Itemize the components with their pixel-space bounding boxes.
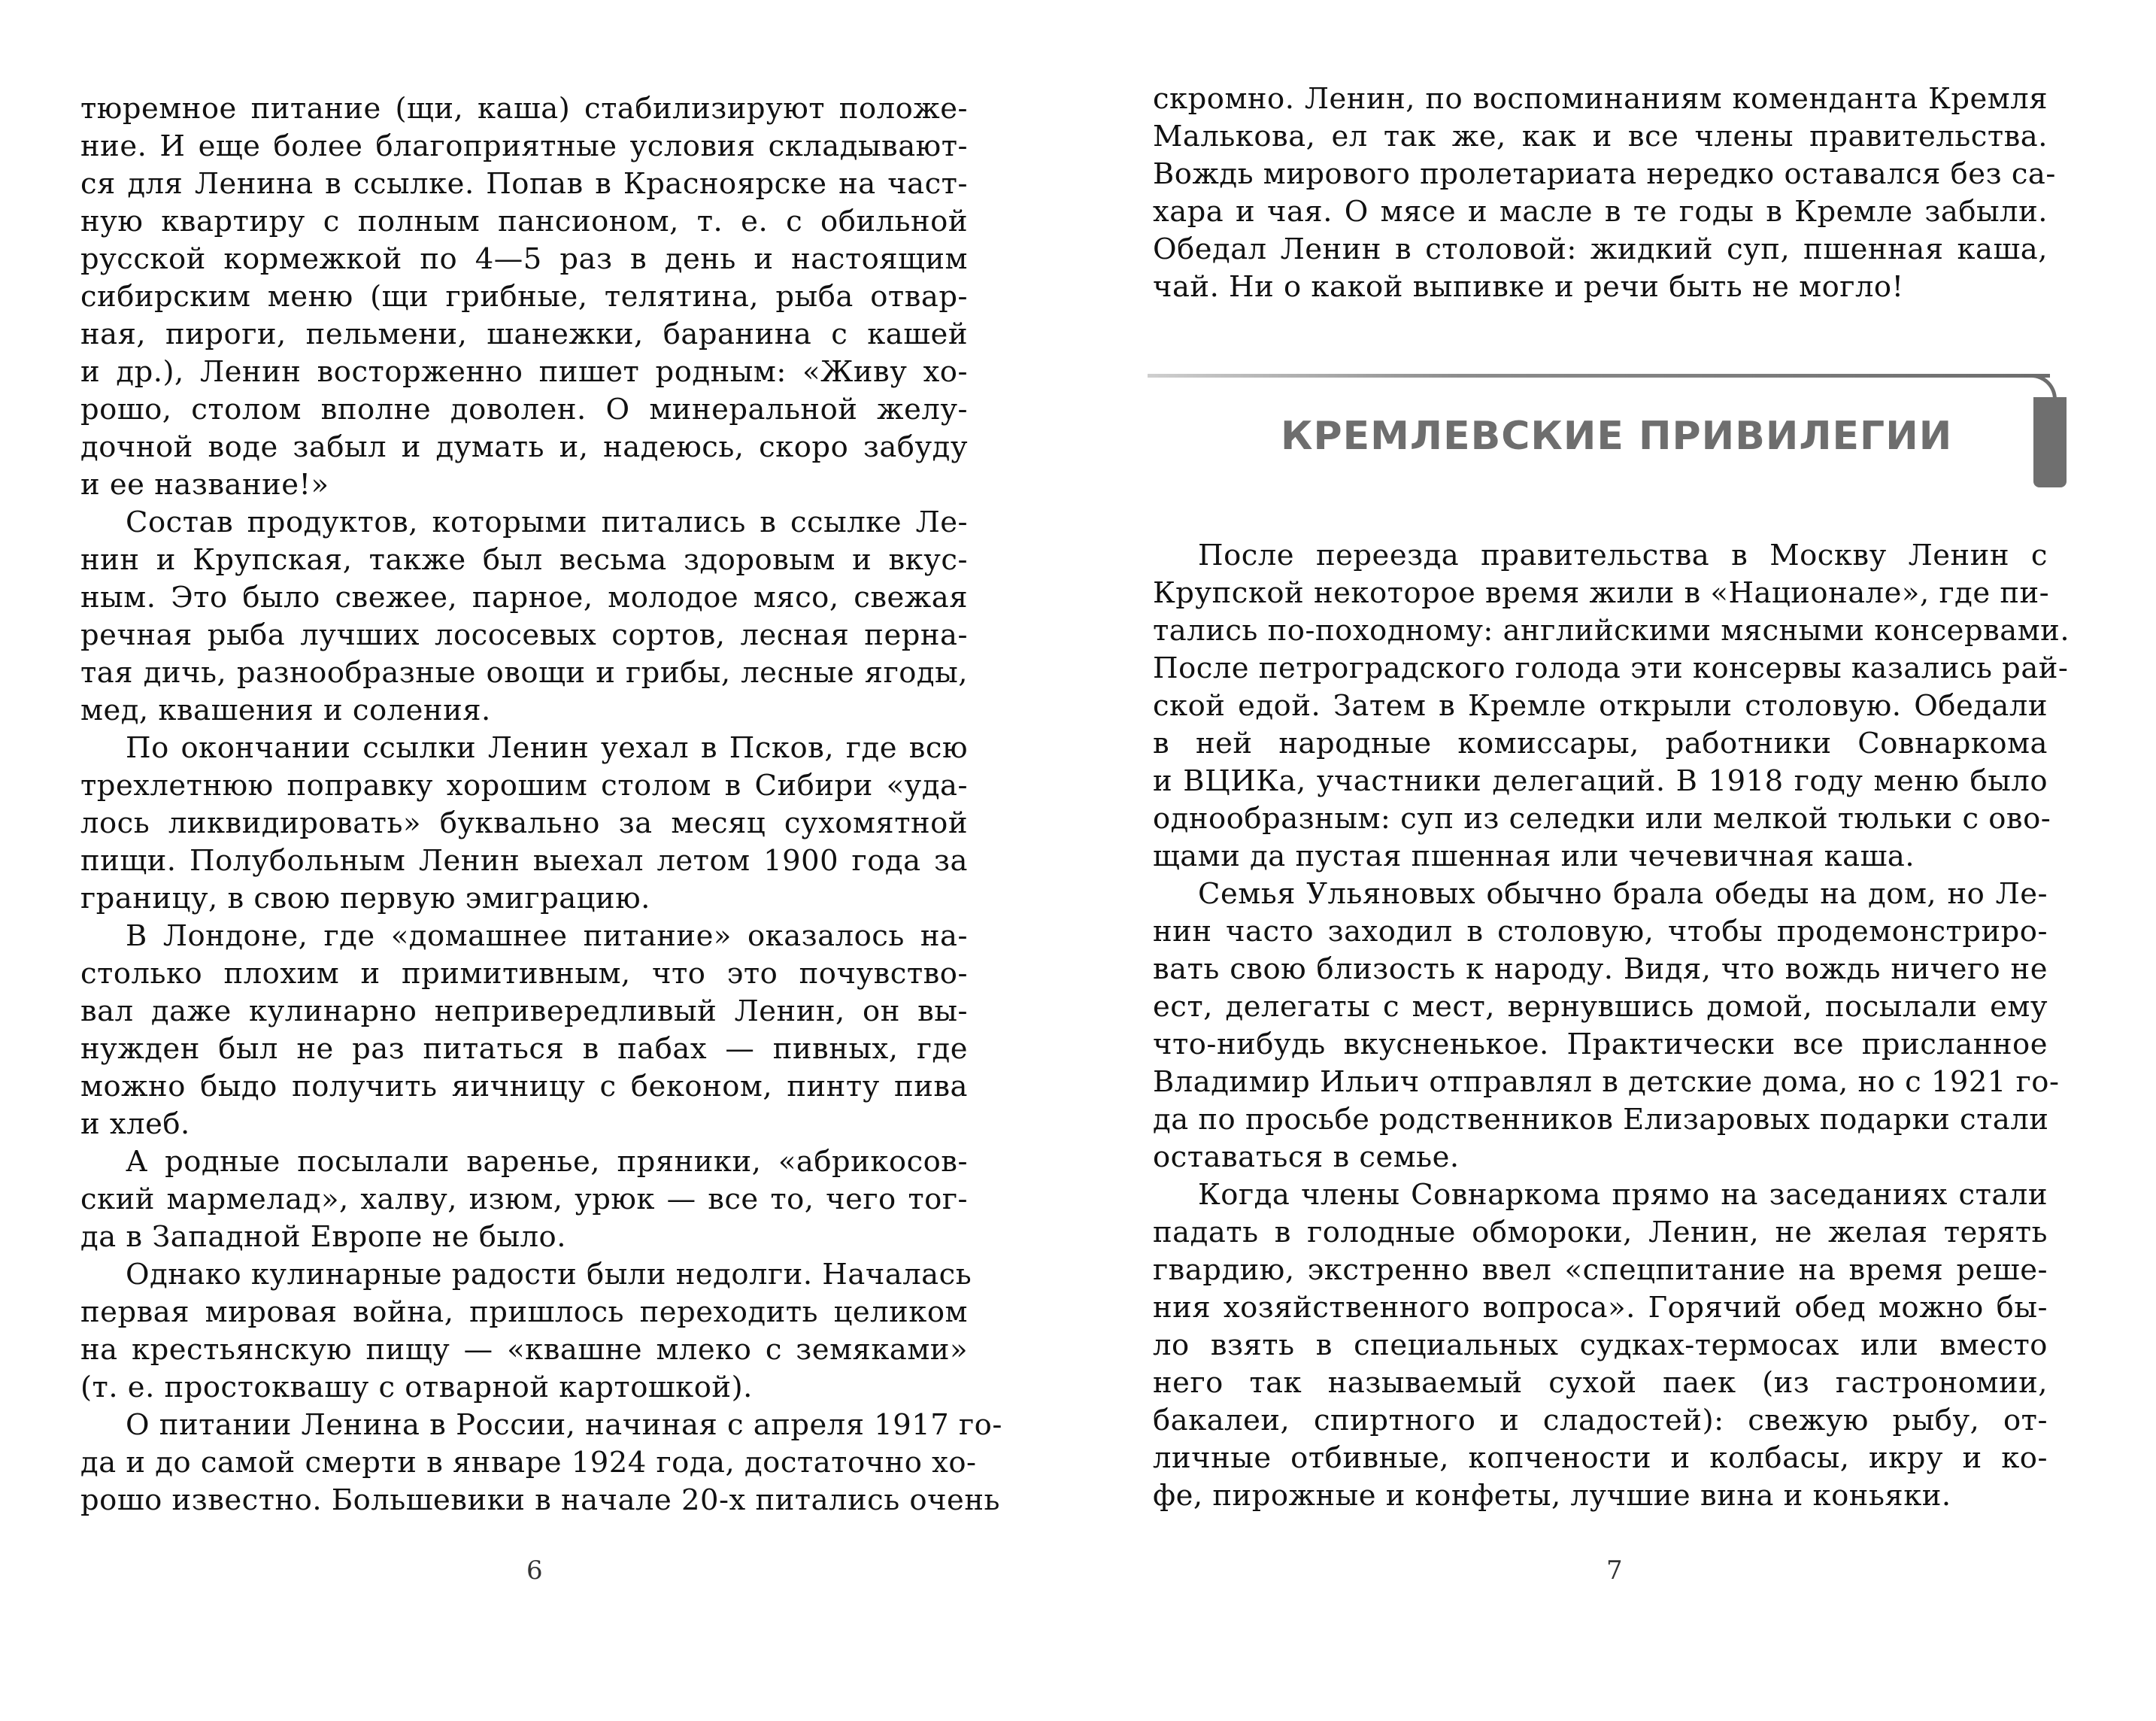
text-line: да и до самой смерти в январе 1924 года, достаточно хо-	[80, 1446, 977, 1480]
right-page-text-bottom	[1153, 537, 2070, 1515]
text-line: нужден был не раз питаться в пабах — пивных, где	[80, 1032, 968, 1066]
text-line: нин часто заходил в столовую, чтобы продемонстриро-	[1153, 915, 2048, 949]
section-divider-rule	[1148, 374, 2050, 378]
text-line: и ВЦИКа, участники делегаций. В 1918 году меню было	[1153, 764, 2048, 798]
text-line: А родные посылали варенье, пряники, «абрикосов-	[126, 1145, 968, 1179]
text-line: тюремное питание (щи, каша) стабилизируют положе-	[80, 92, 968, 126]
page-number: 7	[1606, 1556, 1623, 1586]
text-line: ский мармелад», халву, изюм, урюк — все то, чего тог-	[80, 1182, 968, 1216]
text-line: границу, в свою первую эмиграцию.	[80, 882, 650, 915]
text-line: мед, квашения и соления.	[80, 694, 491, 727]
text-line: ской едой. Затем в Кремле открыли столовую. Обедали	[1153, 689, 2048, 723]
text-line: рошо известно. Большевики в начале 20-х питались очень	[80, 1483, 1000, 1517]
text-line: ние. И еще более благоприятные условия складывают-	[80, 129, 968, 163]
right-page-text-top	[1153, 80, 2056, 306]
text-line: ная, пироги, пельмени, шанежки, баранина с кашей	[80, 317, 968, 351]
text-line: рошо, столом вполне доволен. О минеральной желу-	[80, 393, 968, 426]
text-line: него так называемый сухой паек (из гастрономии,	[1153, 1366, 2048, 1400]
section-title: КРЕМЛЕВСКИЕ ПРИВИЛЕГИИ	[1281, 414, 1953, 459]
text-line: нин и Крупская, также был весьма здоровым и вкус-	[80, 543, 968, 577]
text-line: первая мировая война, пришлось переходить целиком	[80, 1295, 968, 1329]
text-line: ную квартиру с полным пансионом, т. е. с обильной	[80, 205, 968, 238]
text-line: да в Западной Европе не было.	[80, 1220, 566, 1254]
text-line: и др.), Ленин восторженно пишет родным: «Живу хо-	[80, 355, 968, 389]
text-line: чай. Ни о какой выпивке и речи быть не могло!	[1153, 270, 1904, 304]
text-line: дочной воде забыл и думать и, надеюсь, скоро забуду	[80, 430, 968, 464]
text-line: сибирским меню (щи грибные, телятина, рыба отвар-	[80, 280, 968, 314]
text-line: лось ликвидировать» буквально за месяц сухомятной	[80, 806, 968, 840]
text-line: (т. е. простоквашу с отварной картошкой).	[80, 1370, 753, 1404]
text-line: ло взять в специальных судках-термосах или вместо	[1153, 1328, 2048, 1362]
text-line: ным. Это было свежее, парное, молодое мясо, свежая	[80, 581, 968, 615]
text-line: ся для Ленина в ссылке. Попав в Красноярске на част-	[80, 167, 968, 201]
text-line: бакалеи, спиртного и сладостей): свежую рыбу, от-	[1153, 1404, 2048, 1437]
text-line: Вождь мирового пролетариата нередко оставался без са-	[1153, 157, 2056, 191]
text-line: После петроградского голода эти консервы казались рай-	[1153, 651, 2069, 685]
text-line: После переезда правительства в Москву Ленин с	[1198, 539, 2048, 572]
text-line: Когда члены Совнаркома прямо на заседаниях стали	[1198, 1178, 2048, 1212]
page-number: 6	[526, 1556, 543, 1586]
text-line: Крупской некоторое время жили в «Национале», где пи-	[1153, 576, 2050, 610]
text-line: Обедал Ленин в столовой: жидкий суп, пшенная каша,	[1153, 232, 2048, 266]
text-line: пищи. Полубольным Ленин выехал летом 1900 года за	[80, 844, 968, 878]
text-line: Семья Ульяновых обычно брала обеды на дом, но Ле-	[1198, 877, 2048, 911]
text-line: Однако кулинарные радости были недолги. Началась	[126, 1258, 972, 1292]
text-line: на крестьянскую пищу — «квашне млеко с земяками»	[80, 1333, 968, 1367]
text-line: О питании Ленина в России, начиная с апреля 1917 го-	[126, 1408, 1002, 1442]
text-line: Состав продуктов, которыми питались в ссылке Ле-	[126, 505, 968, 539]
text-line: можно быдо получить яичницу с беконом, пинту пива	[80, 1070, 968, 1103]
section-divider-curve	[2024, 374, 2057, 399]
text-line: гвардию, экстренно ввел «спецпитание на время реше-	[1153, 1253, 2048, 1287]
text-line: Владимир Ильич отправлял в детские дома, но с 1921 го-	[1153, 1065, 2060, 1099]
text-line: скромно. Ленин, по воспоминаниям коменданта Кремля	[1153, 82, 2048, 116]
text-line: тая дичь, разнообразные овощи и грибы, лесные ягоды,	[80, 656, 968, 690]
text-line: хара и чая. О мясе и масле в те годы в Кремле забыли.	[1153, 195, 2048, 229]
text-line: да по просьбе родственников Елизаровых подарки стали	[1153, 1103, 2049, 1137]
text-line: оставаться в семье.	[1153, 1140, 1460, 1174]
text-line: столько плохим и примитивным, что это почувство-	[80, 957, 968, 991]
left-page-text	[80, 90, 1002, 1519]
text-line: вал даже кулинарно непривередливый Ленин, он вы-	[80, 994, 968, 1028]
section-tab-marker	[2033, 397, 2067, 487]
text-line: и хлеб.	[80, 1107, 190, 1141]
text-line: в ней народные комиссары, работники Совнаркома	[1153, 727, 2048, 760]
text-line: ния хозяйственного вопроса». Горячий обед можно бы-	[1153, 1291, 2048, 1325]
text-line: русской кормежкой по 4—5 раз в день и настоящим	[80, 242, 968, 276]
right-page	[1078, 0, 2156, 1721]
text-line: щами да пустая пшенная или чечевичная каша.	[1153, 839, 1915, 873]
text-line: трехлетнюю поправку хорошим столом в Сибири «уда-	[80, 769, 968, 803]
text-line: и ее название!»	[80, 468, 329, 502]
text-line: Малькова, ел так же, как и все члены правительства.	[1153, 120, 2048, 153]
text-line: В Лондоне, где «домашнее питание» оказалось на-	[126, 919, 968, 953]
text-line: фе, пирожные и конфеты, лучшие вина и коньяки.	[1153, 1479, 1951, 1513]
text-line: вать свою близость к народу. Видя, что вождь ничего не	[1153, 952, 2048, 986]
text-line: ест, делегаты с мест, вернувшись домой, посылали ему	[1153, 990, 2048, 1024]
text-line: тались по-походному: английскими мясными консервами.	[1153, 614, 2070, 648]
text-line: личные отбивные, копчености и колбасы, икру и ко-	[1153, 1441, 2048, 1475]
text-line: падать в голодные обмороки, Ленин, не желая терять	[1153, 1216, 2048, 1249]
text-line: речная рыба лучших лососевых сортов, лесная перна-	[80, 618, 968, 652]
text-line: что-нибудь вкусненькое. Практически все присланное	[1153, 1027, 2048, 1061]
text-line: По окончании ссылки Ленин уехал в Псков, где всю	[126, 731, 968, 765]
text-line: однообразным: суп из селедки или мелкой тюльки с ово-	[1153, 802, 2051, 836]
